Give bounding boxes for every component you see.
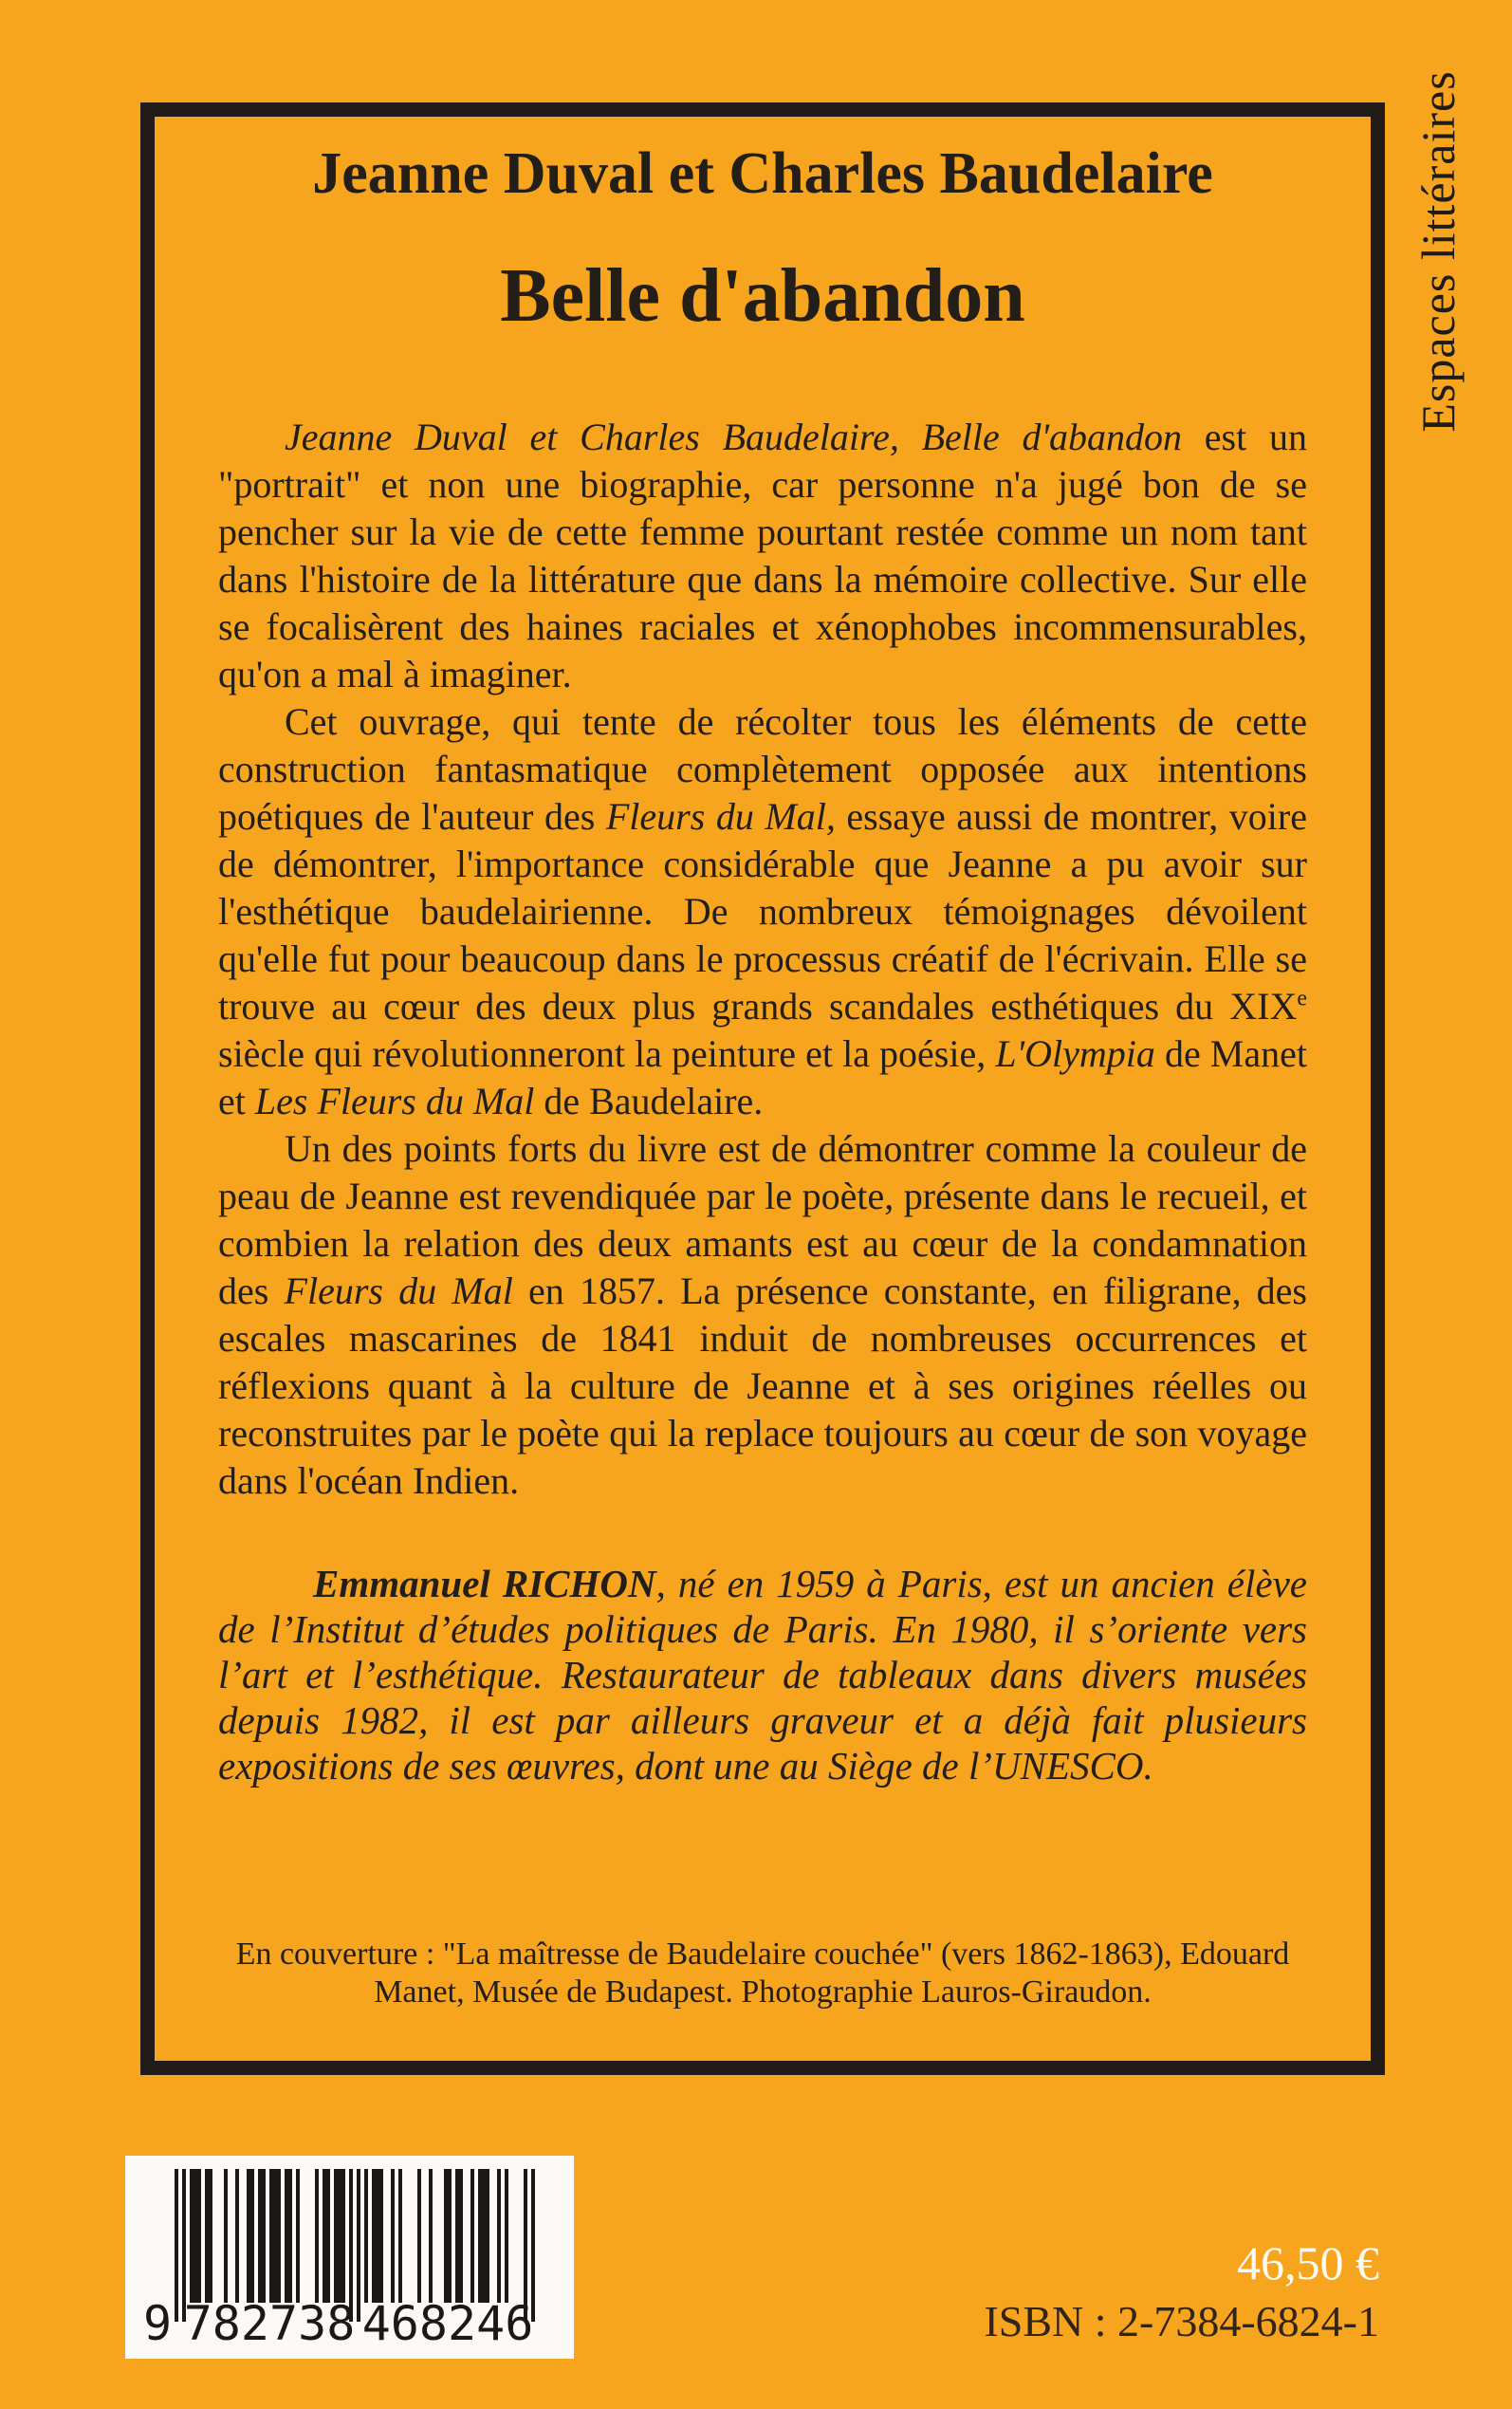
synopsis-block [218, 414, 1307, 1505]
barcode-first-digit: 9 [142, 2296, 173, 2351]
barcode-bar [341, 2169, 345, 2303]
barcode-bar [379, 2169, 383, 2303]
price: 46,50 € [1237, 2236, 1379, 2289]
barcode-bar [326, 2169, 330, 2303]
barcode-bar [250, 2169, 254, 2303]
barcode-bar [391, 2169, 395, 2303]
barcode-right-digits: 468246 [361, 2296, 534, 2351]
barcode-bar [486, 2169, 489, 2303]
barcode-bar [364, 2169, 368, 2303]
author-bio-paragraph: Emmanuel RICHON, né en 1959 à Paris, est un ancien élève de l’Institut d’études politiques de Paris. En 1980, il s’oriente vers l’art et l’esthétique. Restaurateur de tableaux dans divers musées depuis 1982, il est par ailleurs graveur et a déjà fait plusieurs expositions de ses œuvres, dont une au Siège de l’UNESCO. [218, 1562, 1307, 1788]
barcode-bar [398, 2169, 402, 2303]
barcode-bar [209, 2169, 212, 2303]
barcode-bar [197, 2169, 201, 2303]
barcode-bar [235, 2169, 239, 2303]
barcode-bar [470, 2169, 474, 2303]
author-bio-block [218, 1561, 1307, 1788]
isbn: ISBN : 2-7384-6824-1 [984, 2297, 1379, 2345]
barcode-left-digits: 782738 [183, 2296, 356, 2351]
barcode-bar [277, 2169, 281, 2303]
barcode-bar [417, 2169, 421, 2303]
barcode-bar [357, 2169, 360, 2322]
barcode-bar [224, 2169, 228, 2303]
book-title: Belle d'abandon [500, 254, 1025, 338]
barcode-bar [288, 2169, 292, 2303]
barcode-bar [315, 2169, 319, 2303]
synopsis-paragraph-1: Jeanne Duval et Charles Baudelaire, Belle d'abandon est un "portrait" et non une biographie, car personne n'a jugé bon de se pencher sur la vie de cette femme pourtant restée comme un nom tant dans l'histoire de la littérature que dans la mémoire collective. Sur elle se focalisèrent des haines raciales et xénophobes incommensurables, qu'on a mal à imaginer. [218, 416, 1307, 695]
barcode-bar [497, 2169, 501, 2303]
barcode-bar [429, 2169, 433, 2303]
author-line: Jeanne Duval et Charles Baudelaire [312, 141, 1213, 206]
barcode-bar [296, 2169, 300, 2303]
barcode-bar [505, 2169, 508, 2303]
barcode-bar [459, 2169, 463, 2303]
barcode-label [125, 2156, 574, 2359]
synopsis-paragraph-2: Cet ouvrage, qui tente de récolter tous les éléments de cette construction fantasmatique complètement opposée aux intentions poétiques de l'auteur des Fleurs du Mal, essaye aussi de montrer, voire de démontrer, l'importance considérable que Jeanne a pu avoir sur l'esthétique baudelairienne. De nombreux témoignages dévoilent qu'elle fut pour beaucoup dans le processus créatif de l'écrivain. Elle se trouve au cœur des deux plus grands scandales esthétiques du XIXe siècle qui révolutionneront la peinture et la poésie, L'Olympia de Manet et Les Fleurs du Mal de Baudelaire. [218, 700, 1307, 1122]
cover-credit-note: En couverture : "La maîtresse de Baudelaire couchée" (vers 1862-1863), Edouard Manet, Musée de Budapest. Photographie Lauros-Giraudon. [235, 1936, 1290, 2010]
barcode-bar [262, 2169, 266, 2303]
barcode-bar [175, 2169, 178, 2322]
barcode-bar [448, 2169, 452, 2303]
series-label-vertical: Espaces littéraires [1411, 70, 1465, 433]
synopsis-paragraph-3: Un des points forts du livre est de démontrer comme la couleur de peau de Jeanne est revendiquée par le poète, présente dans le recueil, et combien la relation des deux amants est au cœur de la condamnation des Fleurs du Mal en 1857. La présence constante, en filigrane, des escales mascarines de 1841 induit de nombreuses occurrences et réflexions quant à la culture de Jeanne et à ses origines réelles ou reconstruites par le poète qui la replace toujours au cœur de son voyage dans l'océan Indien. [218, 1127, 1307, 1502]
